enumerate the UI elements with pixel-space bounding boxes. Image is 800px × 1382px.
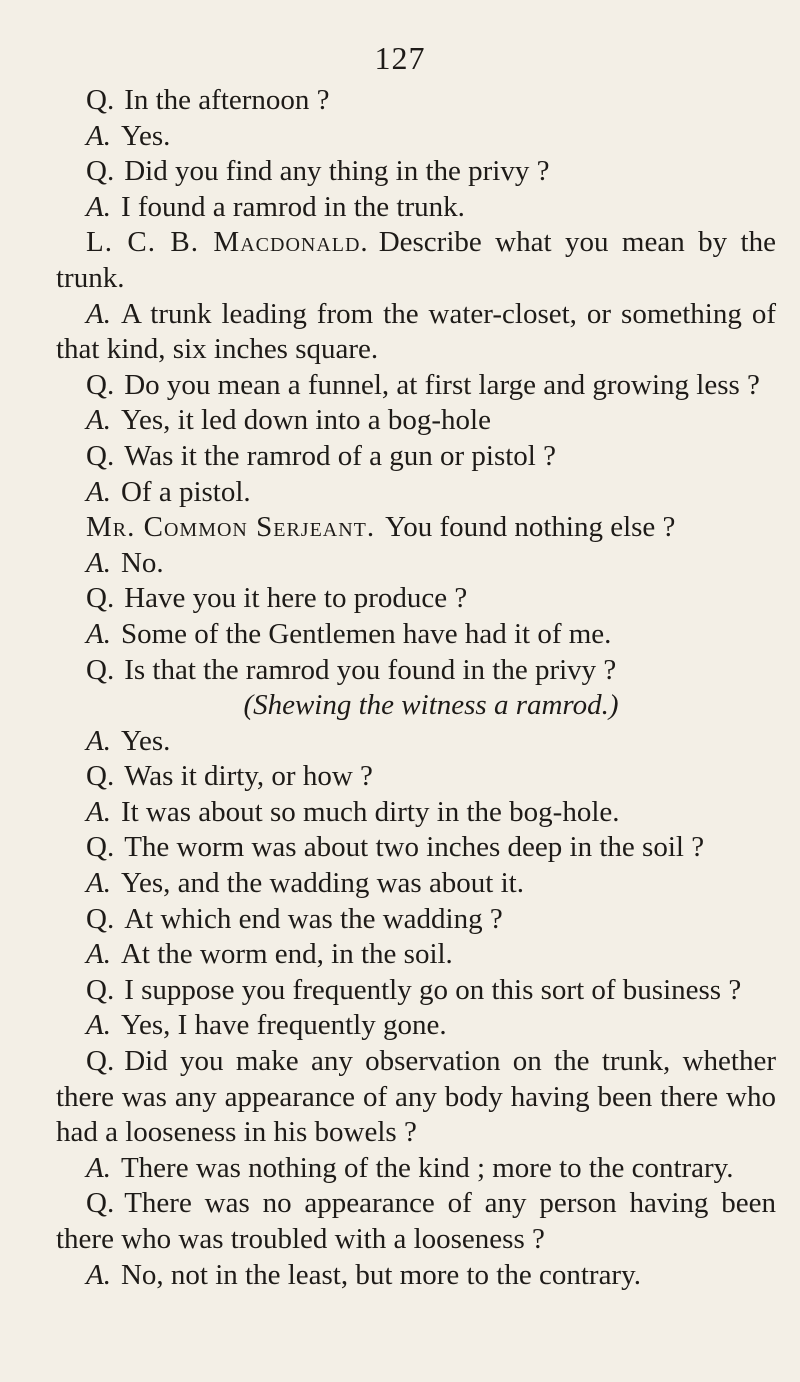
speaker-label: Q. bbox=[86, 831, 115, 864]
line-text: Have you it here to produce ? bbox=[124, 582, 468, 615]
line-text: No, not in the least, but more to the contrary. bbox=[120, 1258, 641, 1291]
line-text: I found a ramrod in the trunk. bbox=[120, 190, 465, 223]
testimony-line bbox=[56, 439, 776, 475]
speaker-label: A. bbox=[86, 546, 111, 579]
testimony-line bbox=[56, 368, 776, 404]
testimony-line bbox=[56, 119, 776, 155]
testimony-line bbox=[56, 759, 776, 795]
line-text: No. bbox=[120, 546, 164, 579]
testimony-line bbox=[56, 190, 776, 226]
testimony-line bbox=[56, 1258, 776, 1294]
testimony-line bbox=[56, 830, 776, 866]
line-text: In the afternoon ? bbox=[124, 84, 330, 116]
speaker-label: Q. bbox=[86, 84, 115, 116]
testimony-line bbox=[56, 902, 776, 938]
testimony-line bbox=[56, 403, 776, 439]
line-text: At which end was the wadding ? bbox=[124, 902, 503, 935]
line-text: Yes, it led down into a bog-hole bbox=[120, 404, 491, 437]
speaker-label: A. bbox=[86, 795, 111, 828]
speaker-label: Q. bbox=[86, 582, 115, 615]
line-text: Did you make any observation on the trunk, whether there was any appearance of any body having been there who had a looseness in his bowels ? bbox=[56, 1045, 776, 1149]
speaker-label: A. bbox=[86, 404, 111, 437]
line-text: Describe what you mean by the trunk. bbox=[56, 226, 776, 294]
line-text: Some of the Gentlemen have had it of me. bbox=[120, 617, 612, 650]
line-text: Do you mean a funnel, at first large and growing less ? bbox=[124, 368, 760, 401]
speaker-label: A. bbox=[86, 867, 111, 900]
testimony-line bbox=[56, 973, 776, 1009]
speaker-label: A. bbox=[86, 1009, 111, 1042]
line-text: Was it the ramrod of a gun or pistol ? bbox=[124, 439, 556, 472]
line-text: There was nothing of the kind ; more to the contrary. bbox=[120, 1151, 734, 1184]
line-text: At the worm end, in the soil. bbox=[120, 938, 453, 971]
speaker-label: Q. bbox=[86, 1045, 115, 1078]
line-text: Yes, I have frequently gone. bbox=[120, 1009, 447, 1042]
testimony-line bbox=[56, 297, 776, 368]
speaker-label: Q. bbox=[86, 760, 115, 793]
line-text: Yes, and the wadding was about it. bbox=[120, 867, 524, 900]
testimony-line bbox=[56, 1008, 776, 1044]
speaker-label: Q. bbox=[86, 1187, 115, 1220]
speaker-label: Q. bbox=[86, 439, 115, 472]
speaker-label: A. bbox=[86, 475, 111, 508]
testimony-line bbox=[56, 653, 776, 689]
line-text: You found nothing else ? bbox=[385, 511, 676, 544]
stage-direction-text: (Shewing the witness a ramrod.) bbox=[243, 689, 619, 722]
line-text: Did you find any thing in the privy ? bbox=[124, 155, 550, 188]
speaker-name: Mr. Common Serjeant. bbox=[86, 511, 376, 544]
testimony-line bbox=[56, 1186, 776, 1257]
speaker-label: Q. bbox=[86, 155, 115, 188]
testimony-text bbox=[56, 83, 776, 1293]
testimony-line bbox=[56, 795, 776, 831]
line-text: Is that the ramrod you found in the privy ? bbox=[124, 653, 617, 686]
testimony-line bbox=[56, 546, 776, 582]
speaker-label: Q. bbox=[86, 653, 115, 686]
testimony-line bbox=[56, 475, 776, 511]
speaker-label: A. bbox=[86, 617, 111, 650]
stage-direction bbox=[56, 688, 776, 724]
speaker-label: A. bbox=[86, 297, 111, 330]
testimony-line bbox=[56, 581, 776, 617]
speaker-label: A. bbox=[86, 724, 111, 757]
line-text: Of a pistol. bbox=[120, 475, 251, 508]
testimony-line bbox=[56, 225, 776, 296]
speaker-label: Q. bbox=[86, 902, 115, 935]
line-text: I suppose you frequently go on this sort of business ? bbox=[124, 973, 742, 1006]
testimony-line bbox=[56, 724, 776, 760]
speaker-label: A. bbox=[86, 119, 111, 152]
speaker-label: A. bbox=[86, 1258, 111, 1291]
testimony-line bbox=[56, 617, 776, 653]
speaker-label: Q. bbox=[86, 973, 115, 1006]
line-text: The worm was about two inches deep in the soil ? bbox=[124, 831, 705, 864]
speaker-label: A. bbox=[86, 190, 111, 223]
speaker-label: Q. bbox=[86, 368, 115, 401]
testimony-line bbox=[56, 1044, 776, 1151]
testimony-line bbox=[56, 154, 776, 190]
speaker-name: L. C. B. Macdonald. bbox=[86, 226, 369, 259]
testimony-line bbox=[56, 1151, 776, 1187]
page-number: 127 bbox=[374, 40, 426, 76]
speaker-label: A. bbox=[86, 938, 111, 971]
speaker-label: A. bbox=[86, 1151, 111, 1184]
testimony-line bbox=[56, 510, 776, 546]
line-text: There was no appearance of any person having been there who was troubled with a looseness ? bbox=[56, 1187, 776, 1255]
line-text: Yes. bbox=[120, 724, 171, 757]
line-text: Yes. bbox=[120, 119, 171, 152]
line-text: It was about so much dirty in the bog-hole. bbox=[120, 795, 620, 828]
testimony-line bbox=[56, 937, 776, 973]
testimony-line bbox=[56, 866, 776, 902]
line-text: Was it dirty, or how ? bbox=[124, 760, 373, 793]
line-text: A trunk leading from the water-closet, or something of that kind, six inches square. bbox=[56, 297, 776, 366]
testimony-line bbox=[56, 83, 776, 119]
